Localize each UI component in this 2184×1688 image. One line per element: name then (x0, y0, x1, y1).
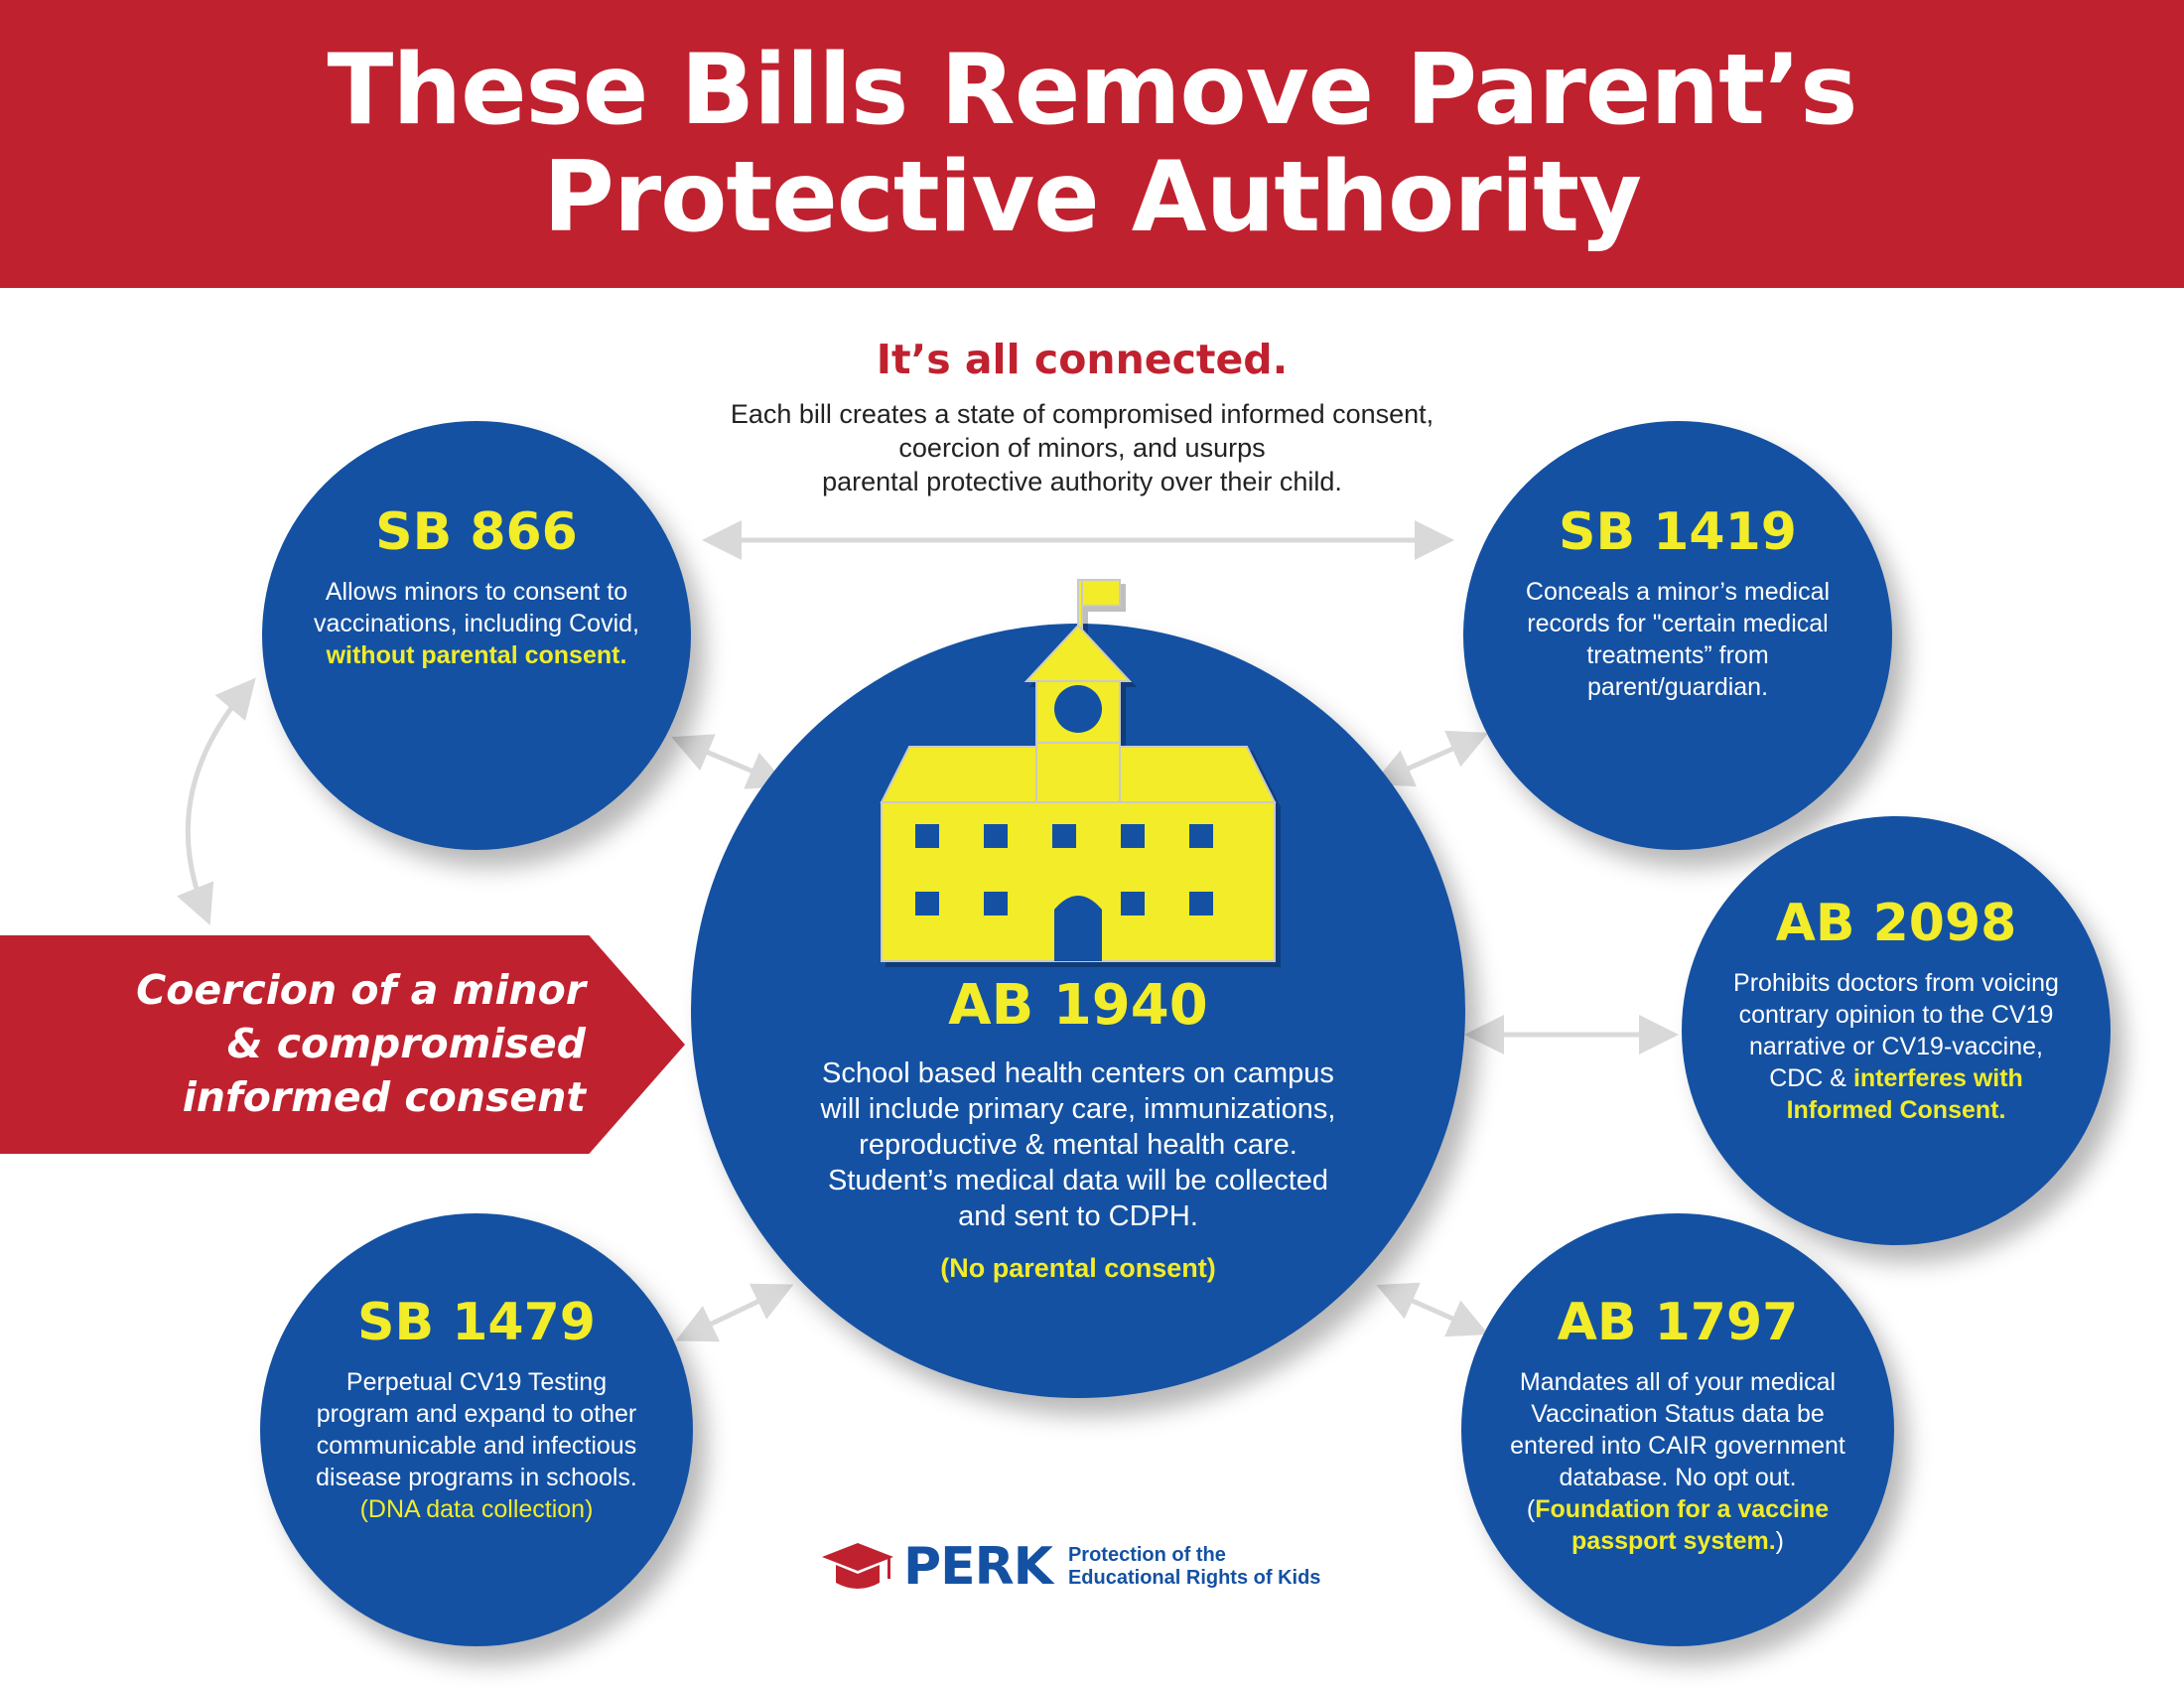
bill-ab1940-highlight: (No parental consent) (940, 1253, 1216, 1283)
perk-wordmark: PERK (903, 1537, 1052, 1597)
bill-sb1479-title: SB 1479 (357, 1293, 596, 1352)
arrow-sb866-center (685, 743, 774, 780)
bill-ab1797-desc: Mandates all of your medical Vaccination Status data be entered into CAIR government database. No opt out. (Foundation for a vaccine passport system.) (1510, 1368, 1845, 1555)
school-building-icon (870, 572, 1287, 969)
arrow-sb1479-center (689, 1291, 780, 1335)
bill-ab1940-desc: School based health centers on campus will include primary care, immunizations, reproductive & mental health care. Student’s medical data will be collected and sent to CDPH. (820, 1057, 1336, 1232)
bill-ab2098-highlight: interferes with Informed Consent. (1786, 1064, 2023, 1124)
perk-tagline: Protection of the Educational Rights of Kids (1067, 1544, 1321, 1589)
intro-body: Each bill creates a state of compromised informed consent, coercion of minors, and usurps parental protective authority over their child. (730, 399, 1434, 496)
bill-ab2098 (1682, 816, 2111, 1245)
intro-heading: It’s all connected. (876, 336, 1289, 383)
bill-sb866-title: SB 866 (375, 502, 578, 562)
bill-ab1940 (691, 624, 1465, 1398)
bill-sb1419-desc: Conceals a minor’s medical records for "certain medical treatments” from parent/guardian. (1525, 578, 1831, 701)
bill-ab2098-desc: Prohibits doctors from voicing contrary opinion to the CV19 narrative or CV19-vaccine, CDC & interferes with Informed Consent. (1733, 969, 2059, 1124)
arrow-left-curve (188, 689, 246, 912)
bill-sb1419 (1463, 421, 1892, 850)
bill-ab1940-title: AB 1940 (948, 973, 1208, 1038)
bill-sb866-highlight: without parental consent. (326, 641, 627, 669)
bill-sb1479-highlight: (DNA data collection) (359, 1495, 594, 1523)
bill-sb1419-title: SB 1419 (1559, 502, 1797, 562)
page-title: These Bills Remove Parent’s Protective Authority (327, 34, 1857, 254)
bill-sb866 (262, 421, 691, 850)
arrow-ab1797-center (1390, 1291, 1475, 1329)
bill-ab2098-title: AB 2098 (1775, 894, 2017, 953)
bill-sb1479-desc: Perpetual CV19 Testing program and expand to other communicable and infectious disease programs in schools. (316, 1368, 637, 1491)
bill-ab1797-highlight: Foundation for a vaccine passport system. (1535, 1495, 1830, 1555)
arrow-sb1419-center (1386, 739, 1475, 778)
bill-ab1797 (1461, 1213, 1894, 1646)
bill-ab1797-title: AB 1797 (1557, 1293, 1799, 1352)
bill-sb1479 (260, 1213, 693, 1646)
coercion-banner-text: Coercion of a minor & compromised informed consent (136, 966, 586, 1121)
graduation-cap-icon (820, 1539, 895, 1595)
bill-sb866-desc: Allows minors to consent to vaccinations, including Covid, without parental consent. (314, 578, 639, 669)
perk-logo (820, 1537, 1320, 1597)
